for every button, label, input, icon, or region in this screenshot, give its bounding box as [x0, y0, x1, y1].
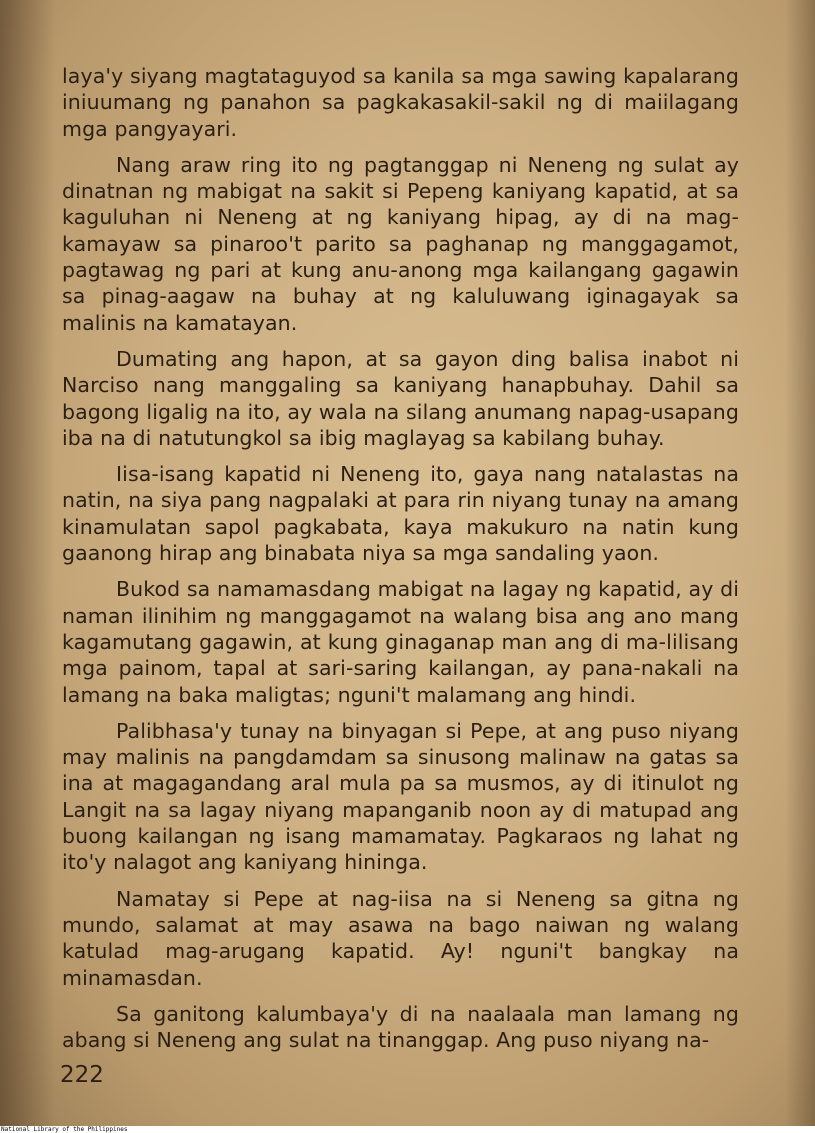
paragraph: Iisa-isang kapatid ni Neneng ito, gaya nang natalastas na natin, na siya pang nagpalaki at para rin niyang tunay na amang kinamulatan sapol pagkabata, kaya makukuro na natin kung gaanong hirap ang binabata niya sa mga sandaling yaon.	[62, 462, 739, 566]
paragraph: Dumating ang hapon, at sa gayon ding balisa inabot ni Narciso nang manggaling sa kaniyang hanapbuhay. Dahil sa bagong ligalig na ito, ay wala na silang anumang napag-usapang iba na di natutungkol sa ibig maglayag sa kabilang buhay.	[62, 346, 739, 450]
paragraph: Namatay si Pepe at nag-iisa na si Neneng sa gitna ng mundo, salamat at may asawa na bago naiwan ng walang katulad mag-arugang kapatid. Ay! nguni't bangkay na minamasdan.	[62, 886, 739, 990]
paragraph: laya'y siyang magtataguyod sa kanila sa mga sawing kapalarang iniuumang ng panahon sa pagkakasakil-sakil ng di maiilagang mga pangyayari.	[62, 64, 739, 141]
body-text	[62, 63, 739, 1063]
paragraph: Bukod sa namamasdang mabigat na lagay ng kapatid, ay di naman ilinihim ng manggagamot na walang bisa ang ano mang kagamutang gagawin, at kung ginaganap man ang di ma-lilisang mga painom, tapal at sari-saring kailangan, ay pana-nakali na lamang na baka maligtas; nguni't malamang ang hindi.	[62, 577, 739, 707]
paragraph: Nang araw ring ito ng pagtanggap ni Neneng ng sulat ay dinatnan ng mabigat na sakit si Pepeng kaniyang kapatid, at sa kaguluhan ni Neneng at ng kaniyang hipag, ay di na mag-kamayaw sa pinaroo't parito sa paghanap ng manggagamot, pagtawag ng pari at kung anu-anong mga kailangang gagawin sa pinag-aagaw na buhay at ng kaluluwang iginagayak sa malinis na kamatayan.	[62, 152, 739, 335]
library-credit: National Library of the Philippines	[1, 1126, 128, 1133]
page-number: 222	[60, 1062, 104, 1088]
paragraph: Sa ganitong kalumbaya'y di na naalaala man lamang ng abang si Neneng ang sulat na tinanggap. Ang puso niyang na-	[62, 1001, 739, 1053]
paragraph: Palibhasa'y tunay na binyagan si Pepe, at ang puso niyang may malinis na pangdamdam sa sinusong malinaw na gatas sa ina at magagandang aral mula pa sa musmos, ay di itinulot ng Langit na sa lagay niyang mapanganib noon ay di matupad ang buong kailangan ng isang mamamatay. Pagkaraos ng lahat ng ito'y nalagot ang kaniyang hininga.	[62, 718, 739, 875]
